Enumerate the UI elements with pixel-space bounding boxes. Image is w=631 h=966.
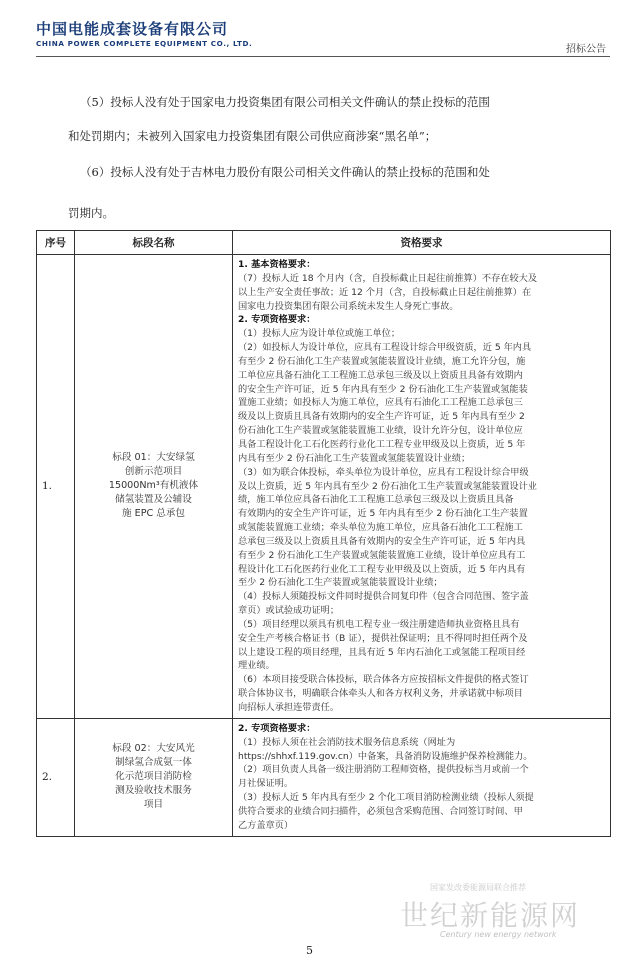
requirement-line: 的安全生产许可证，近 5 年内具有至少 2 份石油化工生产装置或氢能装	[238, 383, 528, 395]
requirement-line: 章页）或试验成功证明；	[238, 605, 340, 617]
header-requirements: 资格要求	[233, 231, 611, 255]
header-serial: 序号	[37, 231, 75, 255]
row-2-lot-name	[75, 718, 233, 836]
row-2-requirements	[233, 718, 611, 836]
paragraph-6-line-1: （6）投标人没有处于吉林电力股份有限公司相关文件确认的禁止投标的范围和处	[80, 165, 490, 179]
requirement-line: 或氢能装置施工业绩；牵头单位为施工单位，应具备石油化工工程施工	[238, 522, 523, 534]
requirement-line: 份石油化工生产装置或氢能装置施工业绩，设计允许分包，设计单位应	[238, 425, 523, 437]
requirement-line: 工单位应具备石油化工工程施工总承包三级及以上资质且具备有效期内	[238, 369, 523, 381]
requirement-line: https://shhxf.119.gov.cn）中备案，具备消防设施维护保养检测能力。	[238, 750, 533, 762]
requirement-heading: 1. 基本资格要求：	[238, 259, 316, 270]
paragraph-6-line-2: 罚期内。	[68, 206, 114, 220]
paragraph-5-line-2: 和处罚期内；未被列入国家电力投资集团有限公司供应商涉案“黑名单”；	[68, 129, 437, 143]
requirement-line: 供符合要求的业绩合同扫描件，必须包含采购范围、合同签订时间、甲	[238, 805, 523, 817]
requirement-line: 内具有至少 2 份石油化工生产装置或氢能装置设计业绩；	[238, 452, 471, 464]
requirement-line: 以上生产安全责任事故；近 12 个月（含，自投标截止日起往前推算）在	[238, 286, 532, 298]
page-header	[36, 18, 610, 56]
row-1-lot-name	[75, 255, 233, 719]
requirement-line: 安全生产考核合格证书（B 证），提供社保证明；且不得同时担任两个及	[238, 632, 528, 644]
requirement-heading: 2. 专项资格要求：	[238, 314, 316, 326]
row-2-serial: 2.	[37, 718, 75, 836]
requirement-line: （2）如投标人为设计单位，应具有工程设计综合甲级资质，近 5 年内具	[238, 342, 532, 354]
requirement-line: 联合体协议书，明确联合体牵头人和各方权利义务，并承诺就中标项目	[238, 688, 523, 700]
requirement-line: 具备工程设计化工石化医药行业化工工程专业甲级及以上资质，近 5 年	[238, 438, 526, 450]
requirement-line: （4）投标人须随投标文件同时提供合同复印件（包含合同范围、签字盖	[238, 591, 529, 603]
table-header-row	[37, 231, 611, 255]
lot-name-line: 化示范项目消防检	[115, 771, 192, 783]
requirement-line: 有效期内的安全生产许可证，近 5 年内具有至少 2 份石油化工生产装置	[238, 508, 528, 520]
watermark-logo-text: 世纪新能源网	[400, 899, 581, 932]
requirement-line: （2）项目负责人具备一级注册消防工程师资格，提供投标当月或前一个	[238, 764, 529, 776]
watermark-caption: 国家发改委能源局联合推荐	[430, 883, 526, 892]
table-row	[37, 718, 611, 836]
page-number: 5	[306, 944, 313, 957]
lot-name-line: 创新示范项目	[124, 466, 183, 478]
company-logo-en: CHINA POWER COMPLETE EQUIPMENT CO., LTD.	[36, 39, 253, 48]
requirement-line: 月社保证明。	[238, 778, 294, 790]
requirement-line: 级及以上资质且具备有效期内的安全生产许可证，近 5 年内具有至少 2	[238, 411, 525, 423]
requirement-heading: 2. 专项资格要求：	[238, 722, 316, 734]
requirement-line: 有至少 2 份石油化工生产装置或氢能装置施工业绩，设计单位应具有工	[238, 549, 526, 561]
requirement-line: （3）投标人近 5 年内具有至少 2 个化工项目消防检测业绩（投标人须提	[238, 792, 534, 804]
requirement-line: 有至少 2 份石油化工生产装置或氢能装置设计业绩，施工允许分包，施	[238, 355, 526, 367]
lot-name-line: 施 EPC 总承包	[121, 508, 186, 520]
document-type-label: 招标公告	[566, 44, 606, 55]
requirement-line: （3）如为联合体投标，牵头单位为设计单位，应具有工程设计综合甲级	[238, 466, 529, 478]
requirement-line: 置施工业绩；如投标人为施工单位，应具有石油化工工程施工总承包三	[238, 397, 523, 409]
lot-name-line: 测及验收技术服务	[115, 785, 192, 797]
requirement-line: （1）投标人应为设计单位或施工单位；	[238, 328, 401, 340]
requirement-line: 理业绩。	[238, 660, 275, 672]
header-lot-name: 标段名称	[75, 231, 233, 255]
requirement-line: 绩，施工单位应具备石油化工工程施工总承包三级及以上资质且具备	[238, 494, 514, 506]
lot-name-line: 标段 01：大安绿氢	[112, 452, 195, 464]
qualification-table	[36, 230, 611, 837]
requirement-line: 总承包三级及以上资质且具备有效期内的安全生产许可证，近 5 年内具	[238, 535, 526, 547]
lot-name-line: 制绿氢合成氨一体	[115, 757, 192, 769]
requirement-line: （7）投标人近 18 个月内（含，自投标截止日起往前推算）不存在较大及	[238, 272, 538, 284]
requirement-line: 至少 2 份石油化工生产装置或氢能装置设计业绩；	[238, 577, 443, 589]
header-divider	[36, 56, 610, 57]
lot-name-line: 储氢装置及公辅设	[115, 494, 192, 506]
requirement-line: 乙方盖章页）	[238, 819, 294, 831]
lot-name-line: 项目	[143, 799, 164, 811]
requirement-line: （1）投标人须在社会消防技术服务信息系统（网址为	[238, 736, 456, 748]
paragraph-5-line-1: （5）投标人没有处于国家电力投资集团有限公司相关文件确认的禁止投标的范围	[80, 95, 490, 109]
requirement-line: 国家电力投资集团有限公司系统未发生人身死亡事故。	[238, 300, 459, 312]
company-logo-cn: 中国电能成套设备有限公司	[36, 20, 229, 38]
row-1-requirements	[233, 255, 611, 719]
requirement-line: 程设计化工石化医药行业化工工程专业甲级及以上资质，近 5 年内具有	[238, 563, 526, 575]
table-row	[37, 255, 611, 719]
lot-name-line: 15000Nm³有机液体	[108, 480, 199, 492]
lot-name-line: 标段 02：大安风光	[112, 743, 195, 755]
row-1-serial: 1.	[37, 255, 75, 719]
requirement-line: 以上建设工程的项目经理，且具有近 5 年内石油化工或氢能工程项目经	[238, 646, 526, 658]
requirement-line: 及以上资质，近 5 年内具有至少 2 份石油化工生产装置或氢能装置设计业	[238, 480, 537, 492]
requirement-line: （6）本项目接受联合体投标，联合体各方应按招标文件提供的格式签订	[238, 674, 529, 686]
watermark-english: Century new energy network	[440, 930, 557, 939]
requirement-line: （5）项目经理以须具有机电工程专业一级注册建造师执业资格且具有	[238, 618, 520, 630]
requirement-line: 向招标人承担连带责任。	[238, 702, 340, 713]
